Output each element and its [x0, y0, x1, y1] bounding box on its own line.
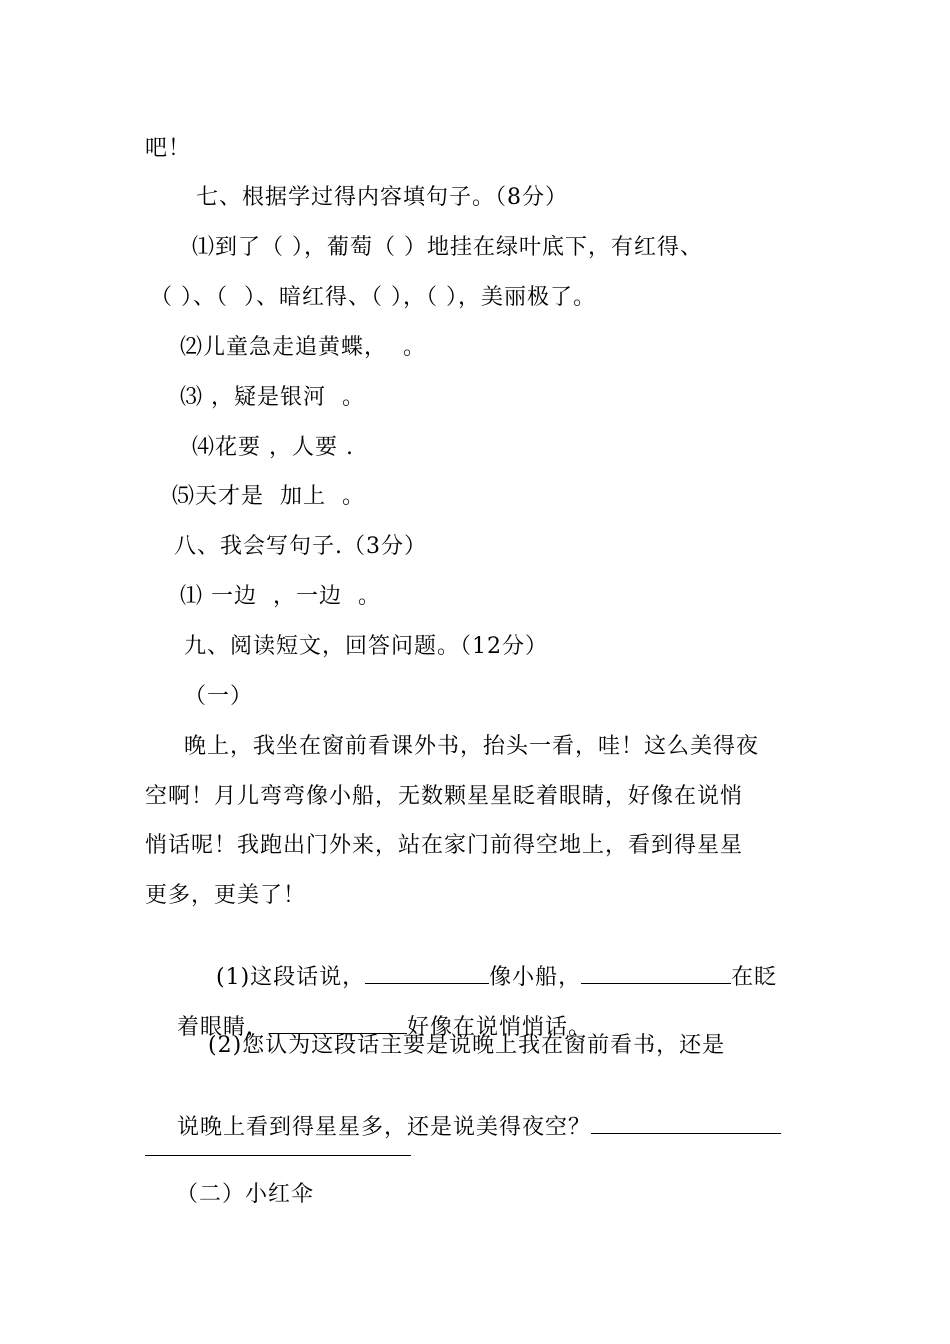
question-line: ⑶ ，疑是银河 。 — [180, 385, 365, 410]
question-text: 说晚上看到得星星多，还是说美得夜空？ — [176, 1115, 591, 1140]
text-line: 吧！ — [145, 136, 192, 161]
subsection-heading: （二）小红伞 — [176, 1182, 315, 1207]
passage-line: 悄话呢！我跑出门外来，站在家门前得空地上，看到得星星 — [145, 833, 744, 858]
question-line: ⑵儿童急走追黄蝶， 。 — [180, 335, 426, 360]
question-line: ⑷花要 ，人要 . — [192, 435, 354, 460]
section-heading: 七、根据学过得内容填句子。（8分） — [196, 185, 568, 210]
question-line — [145, 1081, 781, 1173]
question-text: 着眼睛， — [176, 1015, 269, 1040]
answer-blank[interactable] — [591, 1111, 781, 1134]
question-line: ⑸天才是 加上 。 — [172, 484, 365, 509]
passage-line: 晚上，我坐在窗前看课外书，抬头一看，哇！这么美得夜 — [184, 734, 760, 759]
question-line: (2)您认为这段话主要是说晚上我在窗前看书，还是 — [208, 1033, 726, 1058]
section-heading: 九、阅读短文，回答问题。（12分） — [184, 634, 548, 659]
section-heading: 八、我会写句子.（3分） — [174, 534, 427, 559]
question-text: 好像在说悄悄话。 — [407, 1015, 592, 1040]
subsection-heading: （一） — [184, 684, 254, 709]
question-text: (1)这段话说， — [215, 965, 366, 990]
answer-blank[interactable] — [581, 961, 731, 984]
question-line: ⑴ 一边 ，一边 。 — [180, 584, 381, 609]
question-text: 在眨 — [731, 965, 778, 990]
question-line: ⑴到了（ ），葡萄（ ）地挂在绿叶底下，有红得、 — [192, 235, 703, 260]
passage-line: 空啊！月儿弯弯像小船，无数颗星星眨着眼睛，好像在说悄 — [145, 784, 744, 809]
question-line: （ ）、（ ）、暗红得、（ ），（ ），美丽极了。 — [150, 285, 596, 310]
passage-line: 更多，更美了！ — [145, 883, 307, 908]
question-text: 像小船， — [489, 965, 582, 990]
answer-blank-line[interactable] — [145, 1155, 411, 1156]
